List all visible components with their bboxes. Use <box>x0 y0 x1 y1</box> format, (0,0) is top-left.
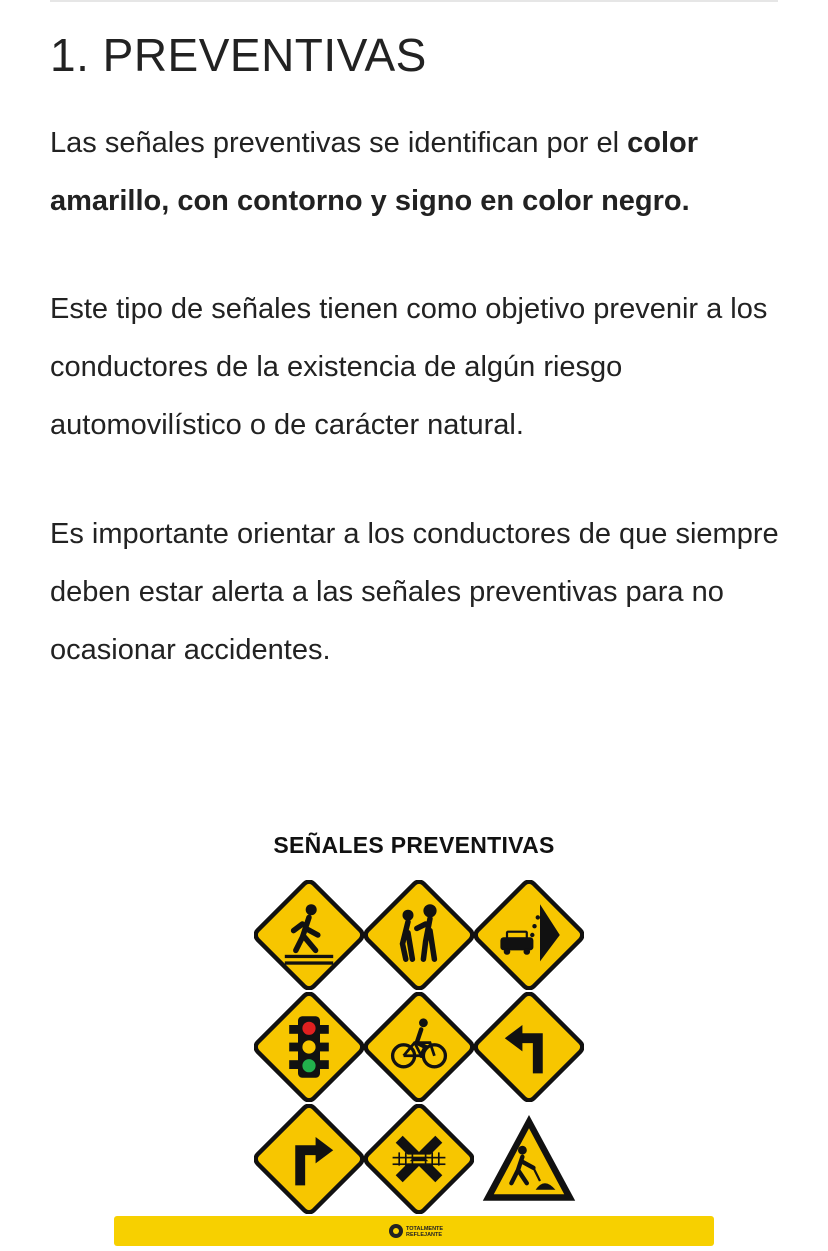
brand-line2: REFLEJANTE <box>406 1232 443 1238</box>
paragraph-intro <box>50 114 780 230</box>
brand-footer-bar <box>114 1216 714 1246</box>
intro-bold-text: color amarillo, con contorno y signo en color negro. <box>50 127 699 217</box>
road-work-icon <box>474 1104 584 1214</box>
intro-text: Las señales preventivas se identifican por el <box>50 127 628 159</box>
railroad-crossing-icon <box>364 1104 474 1214</box>
brand-line1: TOTALMENTE <box>406 1226 444 1232</box>
brand-logo <box>387 1222 447 1240</box>
traffic-light-icon <box>254 992 364 1102</box>
preventive-signs-infographic <box>114 822 714 1247</box>
paragraph-importance: Es importante orientar a los conductores de que siempre deben estar alerta a las señales preventivas para no ocasionar accidentes. <box>50 518 779 666</box>
right-turn-icon <box>254 1104 364 1214</box>
section-title: 1. PREVENTIVAS <box>50 29 427 81</box>
bicycle-icon <box>364 992 474 1102</box>
left-turn-icon <box>474 992 584 1102</box>
paragraph-objective: Este tipo de señales tienen como objetivo prevenir a los conductores de la existencia de algún riesgo automovilístico o de carácter natural. <box>50 293 768 441</box>
falling-rocks-icon <box>474 880 584 990</box>
pedestrian-crossing-icon <box>254 880 364 990</box>
signs-grid <box>254 880 584 1215</box>
infographic-title: SEÑALES PREVENTIVAS <box>273 832 555 858</box>
top-divider <box>50 0 778 2</box>
school-zone-icon <box>364 880 474 990</box>
